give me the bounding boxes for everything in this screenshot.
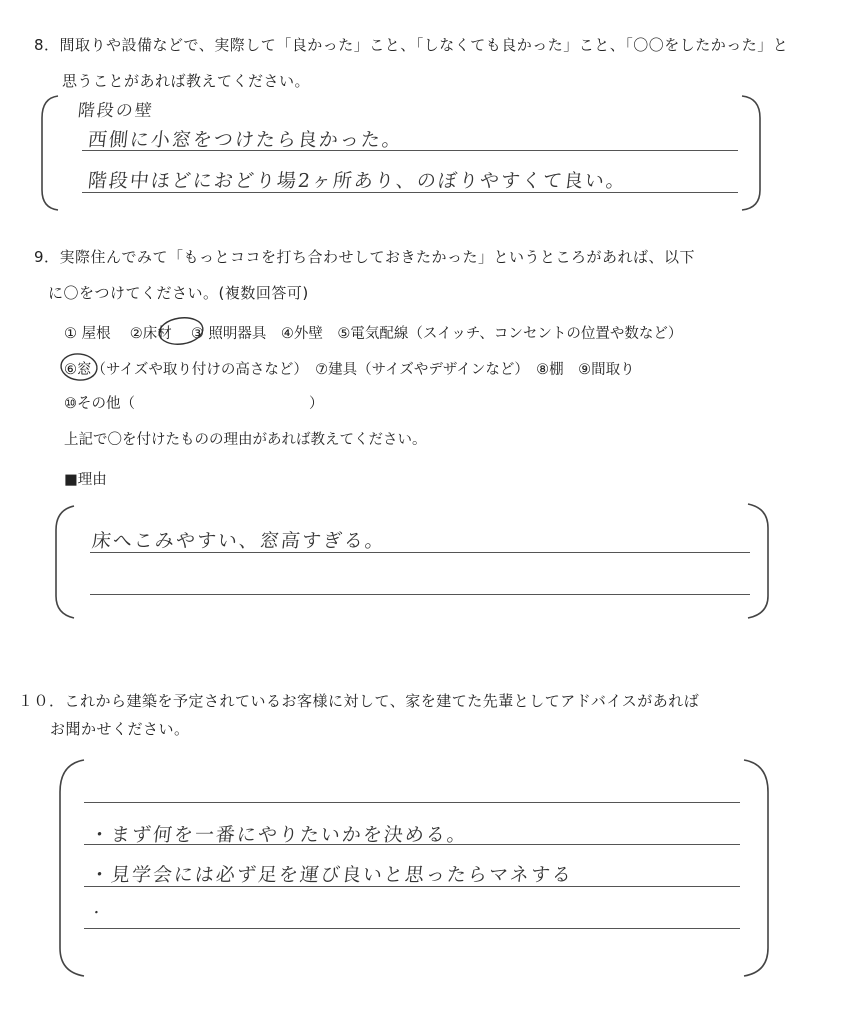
q10-answer-2: ・見学会には必ず足を運び良いと思ったらマネする	[88, 864, 575, 886]
q10-line1: １０．これから建築を予定されているお客様に対して、家を建てた先輩としてアドバイスがあれば	[18, 692, 700, 710]
q9-options-row1: ① 屋根 ②床材 ③ 照明器具 ④外壁 ⑤電気配線（スイッチ、コンセントの位置や数など）	[64, 326, 683, 342]
q9-reason-prompt: 上記で〇を付けたものの理由があれば教えてください。	[64, 432, 427, 448]
q9-answer: 床へこみやすい、窓高すぎる。	[90, 530, 388, 552]
q9-options-row3: ⑩その他（ ）	[64, 396, 324, 412]
q9-reason-label: ■理由	[64, 472, 107, 488]
q8-answer-1: 階段の壁	[76, 101, 155, 121]
q10-rule-4	[84, 928, 740, 929]
q10-answer-1: ・まず何を一番にやりたいかを決める。	[88, 824, 470, 846]
q8-answer-2: 西側に小窓をつけたら良かった。	[86, 129, 405, 151]
q8-line1: 8．間取りや設備などで、実際して「良かった」こと、「しなくても良かった」こと、「〇〇をしたかった」と	[34, 36, 789, 54]
q9-line2: に〇をつけてください。(複数回答可)	[48, 284, 309, 302]
q9-rule-2	[90, 594, 750, 595]
q9-options-row2: ⑥窓（サイズや取り付けの高さなど） ⑦建具（サイズやデザインなど） ⑧棚 ⑨間取り	[64, 362, 635, 378]
q10-line2: お聞かせください。	[50, 720, 190, 738]
q8-line2: 思うことがあれば教えてください。	[62, 72, 311, 90]
q10-answer-3: ・	[89, 906, 106, 921]
q10-rule-1	[84, 802, 740, 803]
q8-answer-3: 階段中ほどにおどり場2ヶ所あり、のぼりやすくて良い。	[86, 170, 629, 192]
q9-line1: 9．実際住んでみて「もっとココを打ち合わせしておきたかった」というところがあれば、以下	[34, 248, 696, 266]
